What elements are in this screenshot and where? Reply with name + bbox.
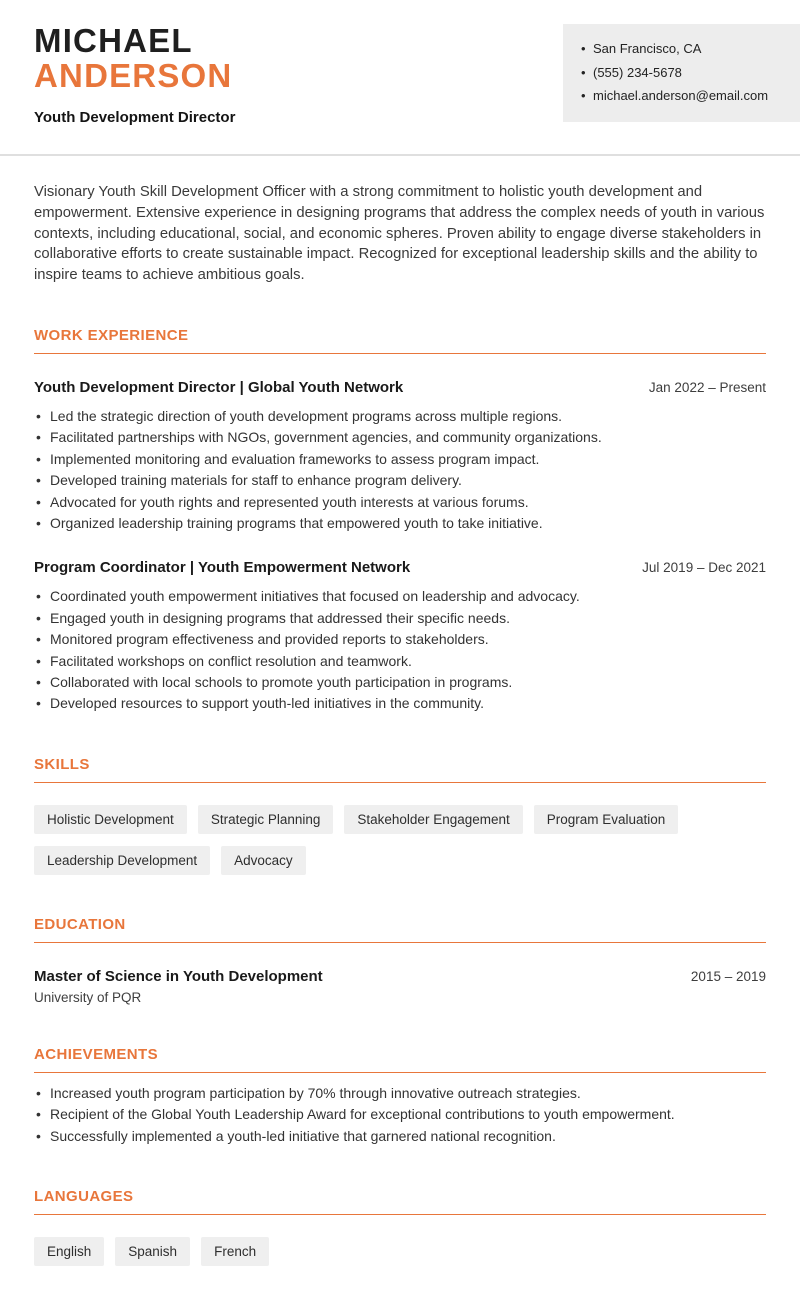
job-bullet: • Led the strategic direction of youth development programs across multiple regions. [34,406,766,427]
job-entry [34,559,766,714]
section-achievements [34,1046,766,1147]
education-heading: EDUCATION [34,916,766,943]
education-header-row [34,968,766,985]
job-header-row [34,379,766,396]
job-header-row [34,559,766,576]
language-tag: English [34,1237,104,1266]
job-bullet: • Developed training materials for staff to enhance program delivery. [34,470,766,491]
skills-tag-list [34,805,766,875]
section-languages [34,1188,766,1266]
job-dates: Jan 2022 – Present [648,379,766,395]
summary-paragraph: Visionary Youth Skill Development Officer with a strong commitment to holistic youth development and empowerment. Extensive experience in designing programs that address the complex needs of youth in various contexts, including educational, social, and economic spheres. Proven ability to engage diverse stakeholders in collaborative efforts to create sustainable impact. Recognized for exceptional leadership skills and the ability to inspire teams to achieve ambitious goals. [34,183,765,284]
work-experience-heading: WORK EXPERIENCE [34,327,766,354]
job-bullet-list [34,406,766,534]
job-bullet: • Collaborated with local schools to promote youth participation in programs. [34,672,766,693]
section-work-experience [34,327,766,715]
achievement-bullet: • Recipient of the Global Youth Leadership Award for exceptional contributions to youth empowerment. [34,1104,766,1125]
job-title: Youth Development Director [34,108,236,126]
contact-card [563,24,800,122]
job-bullet-list [34,586,766,714]
job-bullet: • Facilitated workshops on conflict resolution and teamwork. [34,651,766,672]
achievements-heading: ACHIEVEMENTS [34,1046,766,1073]
education-dates: 2015 – 2019 [690,968,766,984]
job-bullet: • Advocated for youth rights and represented youth interests at various forums. [34,492,766,513]
job-dates: Jul 2019 – Dec 2021 [642,560,766,576]
job-bullet: • Engaged youth in designing programs that addressed their specific needs. [34,608,766,629]
language-tag: Spanish [115,1237,190,1266]
job-title-company: Youth Development Director | Global Youth Network [34,378,404,396]
contact-phone: • (555) 234-5678 [581,61,782,85]
skill-tag: Advocacy [221,846,306,875]
language-tag: French [201,1237,269,1266]
header-divider [0,154,800,156]
job-title-company: Program Coordinator | Youth Empowerment Network [34,559,411,577]
skill-tag: Stakeholder Engagement [344,805,522,834]
achievement-bullet: • Successfully implemented a youth-led initiative that garnered national recognition. [34,1126,766,1147]
identity-block [34,24,235,126]
job-bullet: • Implemented monitoring and evaluation frameworks to assess program impact. [34,449,766,470]
skill-tag: Program Evaluation [534,805,679,834]
first-name: MICHAEL [34,22,193,59]
job-bullet: • Monitored program effectiveness and provided reports to stakeholders. [34,629,766,650]
job-bullet: • Organized leadership training programs that empowered youth to take initiative. [34,513,766,534]
job-bullet: • Facilitated partnerships with NGOs, government agencies, and community organizations. [34,427,766,448]
job-entry [34,379,766,534]
skill-tag: Strategic Planning [198,805,334,834]
languages-tag-list [34,1237,766,1266]
degree-title: Master of Science in Youth Development [34,967,323,985]
skill-tag: Leadership Development [34,846,210,875]
section-education [34,916,766,1005]
achievement-bullet: • Increased youth program participation by 70% through innovative outreach strategies. [34,1083,766,1104]
name [34,24,235,94]
contact-email: • michael.anderson@email.com [581,84,782,108]
school-name: University of PQR [34,989,142,1005]
job-bullet: • Developed resources to support youth-led initiatives in the community. [34,693,766,714]
skill-tag: Holistic Development [34,805,187,834]
section-skills [34,756,766,875]
languages-heading: LANGUAGES [34,1188,766,1215]
achievements-list [34,1083,766,1147]
job-bullet: • Coordinated youth empowerment initiatives that focused on leadership and advocacy. [34,586,766,607]
last-name: ANDERSON [34,57,233,95]
contact-location: • San Francisco, CA [581,37,782,61]
education-entry [34,968,766,1005]
header [0,0,800,126]
skills-heading: SKILLS [34,756,766,783]
